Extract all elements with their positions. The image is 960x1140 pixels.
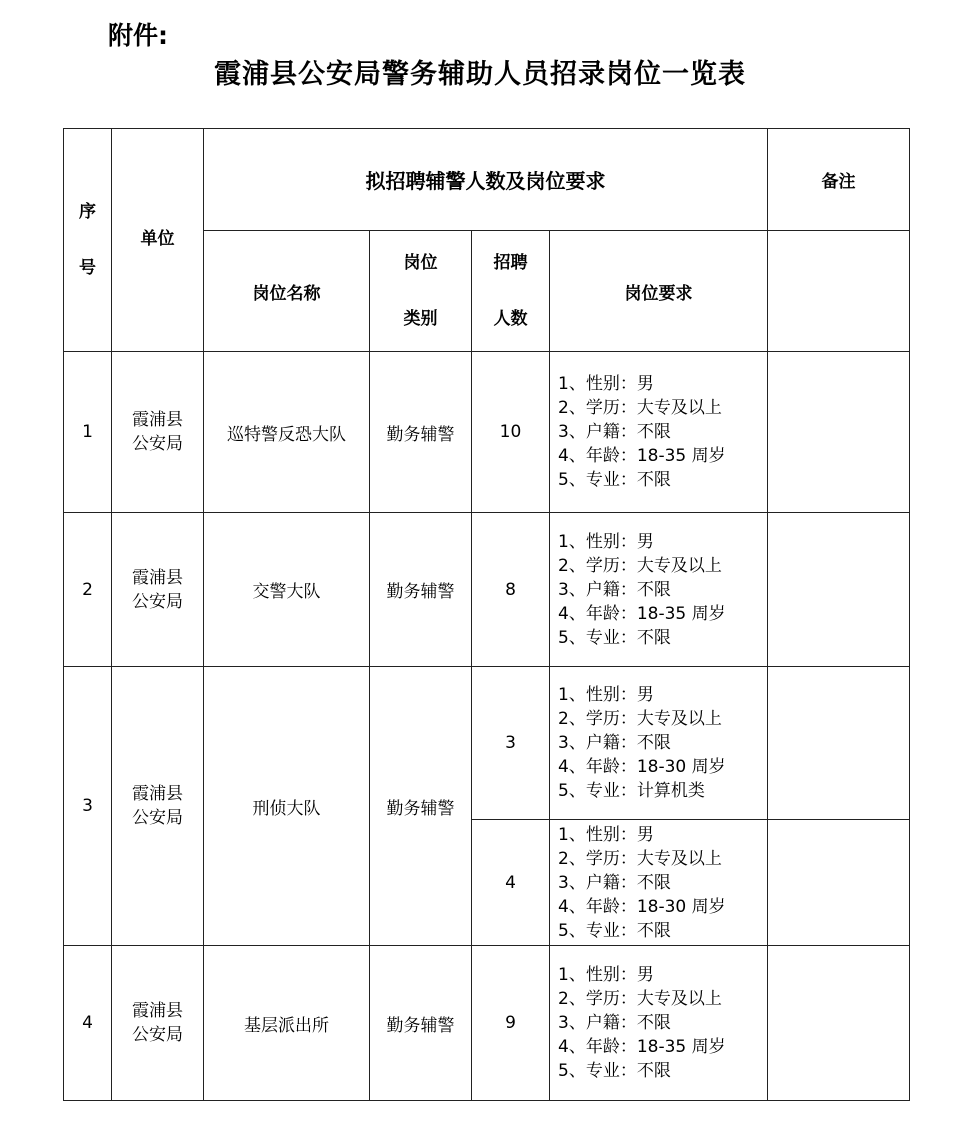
- row-seq: 4: [64, 946, 112, 1101]
- table-row: [64, 946, 910, 1101]
- header-unit: 单位: [112, 129, 204, 352]
- row-post-type: 勤务辅警: [370, 352, 472, 513]
- header-seq: 序 号: [64, 129, 112, 352]
- recruitment-table: [63, 128, 910, 1101]
- row-count: 3: [472, 667, 550, 820]
- row-post-name: 刑侦大队: [204, 667, 370, 946]
- row-unit: 霞浦县 公安局: [112, 513, 204, 667]
- row-remark: [768, 513, 910, 667]
- row-post-type: 勤务辅警: [370, 667, 472, 946]
- row-post-type: 勤务辅警: [370, 513, 472, 667]
- row-seq: 1: [64, 352, 112, 513]
- table-row: [64, 352, 910, 513]
- row-count: 10: [472, 352, 550, 513]
- row-requirements: 1、性别：男 2、学历：大专及以上 3、户籍：不限 4、年龄：18-35 周岁 5、专业：不限: [550, 946, 768, 1101]
- header-remark: 备注: [768, 129, 910, 231]
- row-remark: [768, 352, 910, 513]
- row-remark: [768, 667, 910, 820]
- row-remark: [768, 820, 910, 946]
- row-requirements: 1、性别：男 2、学历：大专及以上 3、户籍：不限 4、年龄：18-35 周岁 5、专业：不限: [550, 513, 768, 667]
- row-post-name: 基层派出所: [204, 946, 370, 1101]
- header-group: 拟招聘辅警人数及岗位要求: [204, 129, 768, 231]
- row-unit: 霞浦县 公安局: [112, 667, 204, 946]
- row-post-name: 交警大队: [204, 513, 370, 667]
- row-unit: 霞浦县 公安局: [112, 946, 204, 1101]
- row-seq: 2: [64, 513, 112, 667]
- header-post-name: 岗位名称: [204, 231, 370, 352]
- header-count: 招聘 人数: [472, 231, 550, 352]
- row-remark: [768, 946, 910, 1101]
- row-requirements: 1、性别：男 2、学历：大专及以上 3、户籍：不限 4、年龄：18-30 周岁 5、专业：不限: [550, 820, 768, 946]
- row-post-type: 勤务辅警: [370, 946, 472, 1101]
- header-row-1: [64, 129, 910, 231]
- document-title: 霞浦县公安局警务辅助人员招录岗位一览表: [214, 59, 746, 90]
- row-requirements: 1、性别：男 2、学历：大专及以上 3、户籍：不限 4、年龄：18-35 周岁 5、专业：不限: [550, 352, 768, 513]
- row-seq: 3: [64, 667, 112, 946]
- row-unit: 霞浦县 公安局: [112, 352, 204, 513]
- row-count: 8: [472, 513, 550, 667]
- header-remark-empty: [768, 231, 910, 352]
- table-row: [64, 667, 910, 820]
- row-count: 9: [472, 946, 550, 1101]
- header-requirements: 岗位要求: [550, 231, 768, 352]
- header-post-type: 岗位 类别: [370, 231, 472, 352]
- row-requirements: 1、性别：男 2、学历：大专及以上 3、户籍：不限 4、年龄：18-30 周岁 5、专业：计算机类: [550, 667, 768, 820]
- attachment-label: 附件:: [108, 21, 168, 50]
- table-row: [64, 513, 910, 667]
- row-count: 4: [472, 820, 550, 946]
- row-post-name: 巡特警反恐大队: [204, 352, 370, 513]
